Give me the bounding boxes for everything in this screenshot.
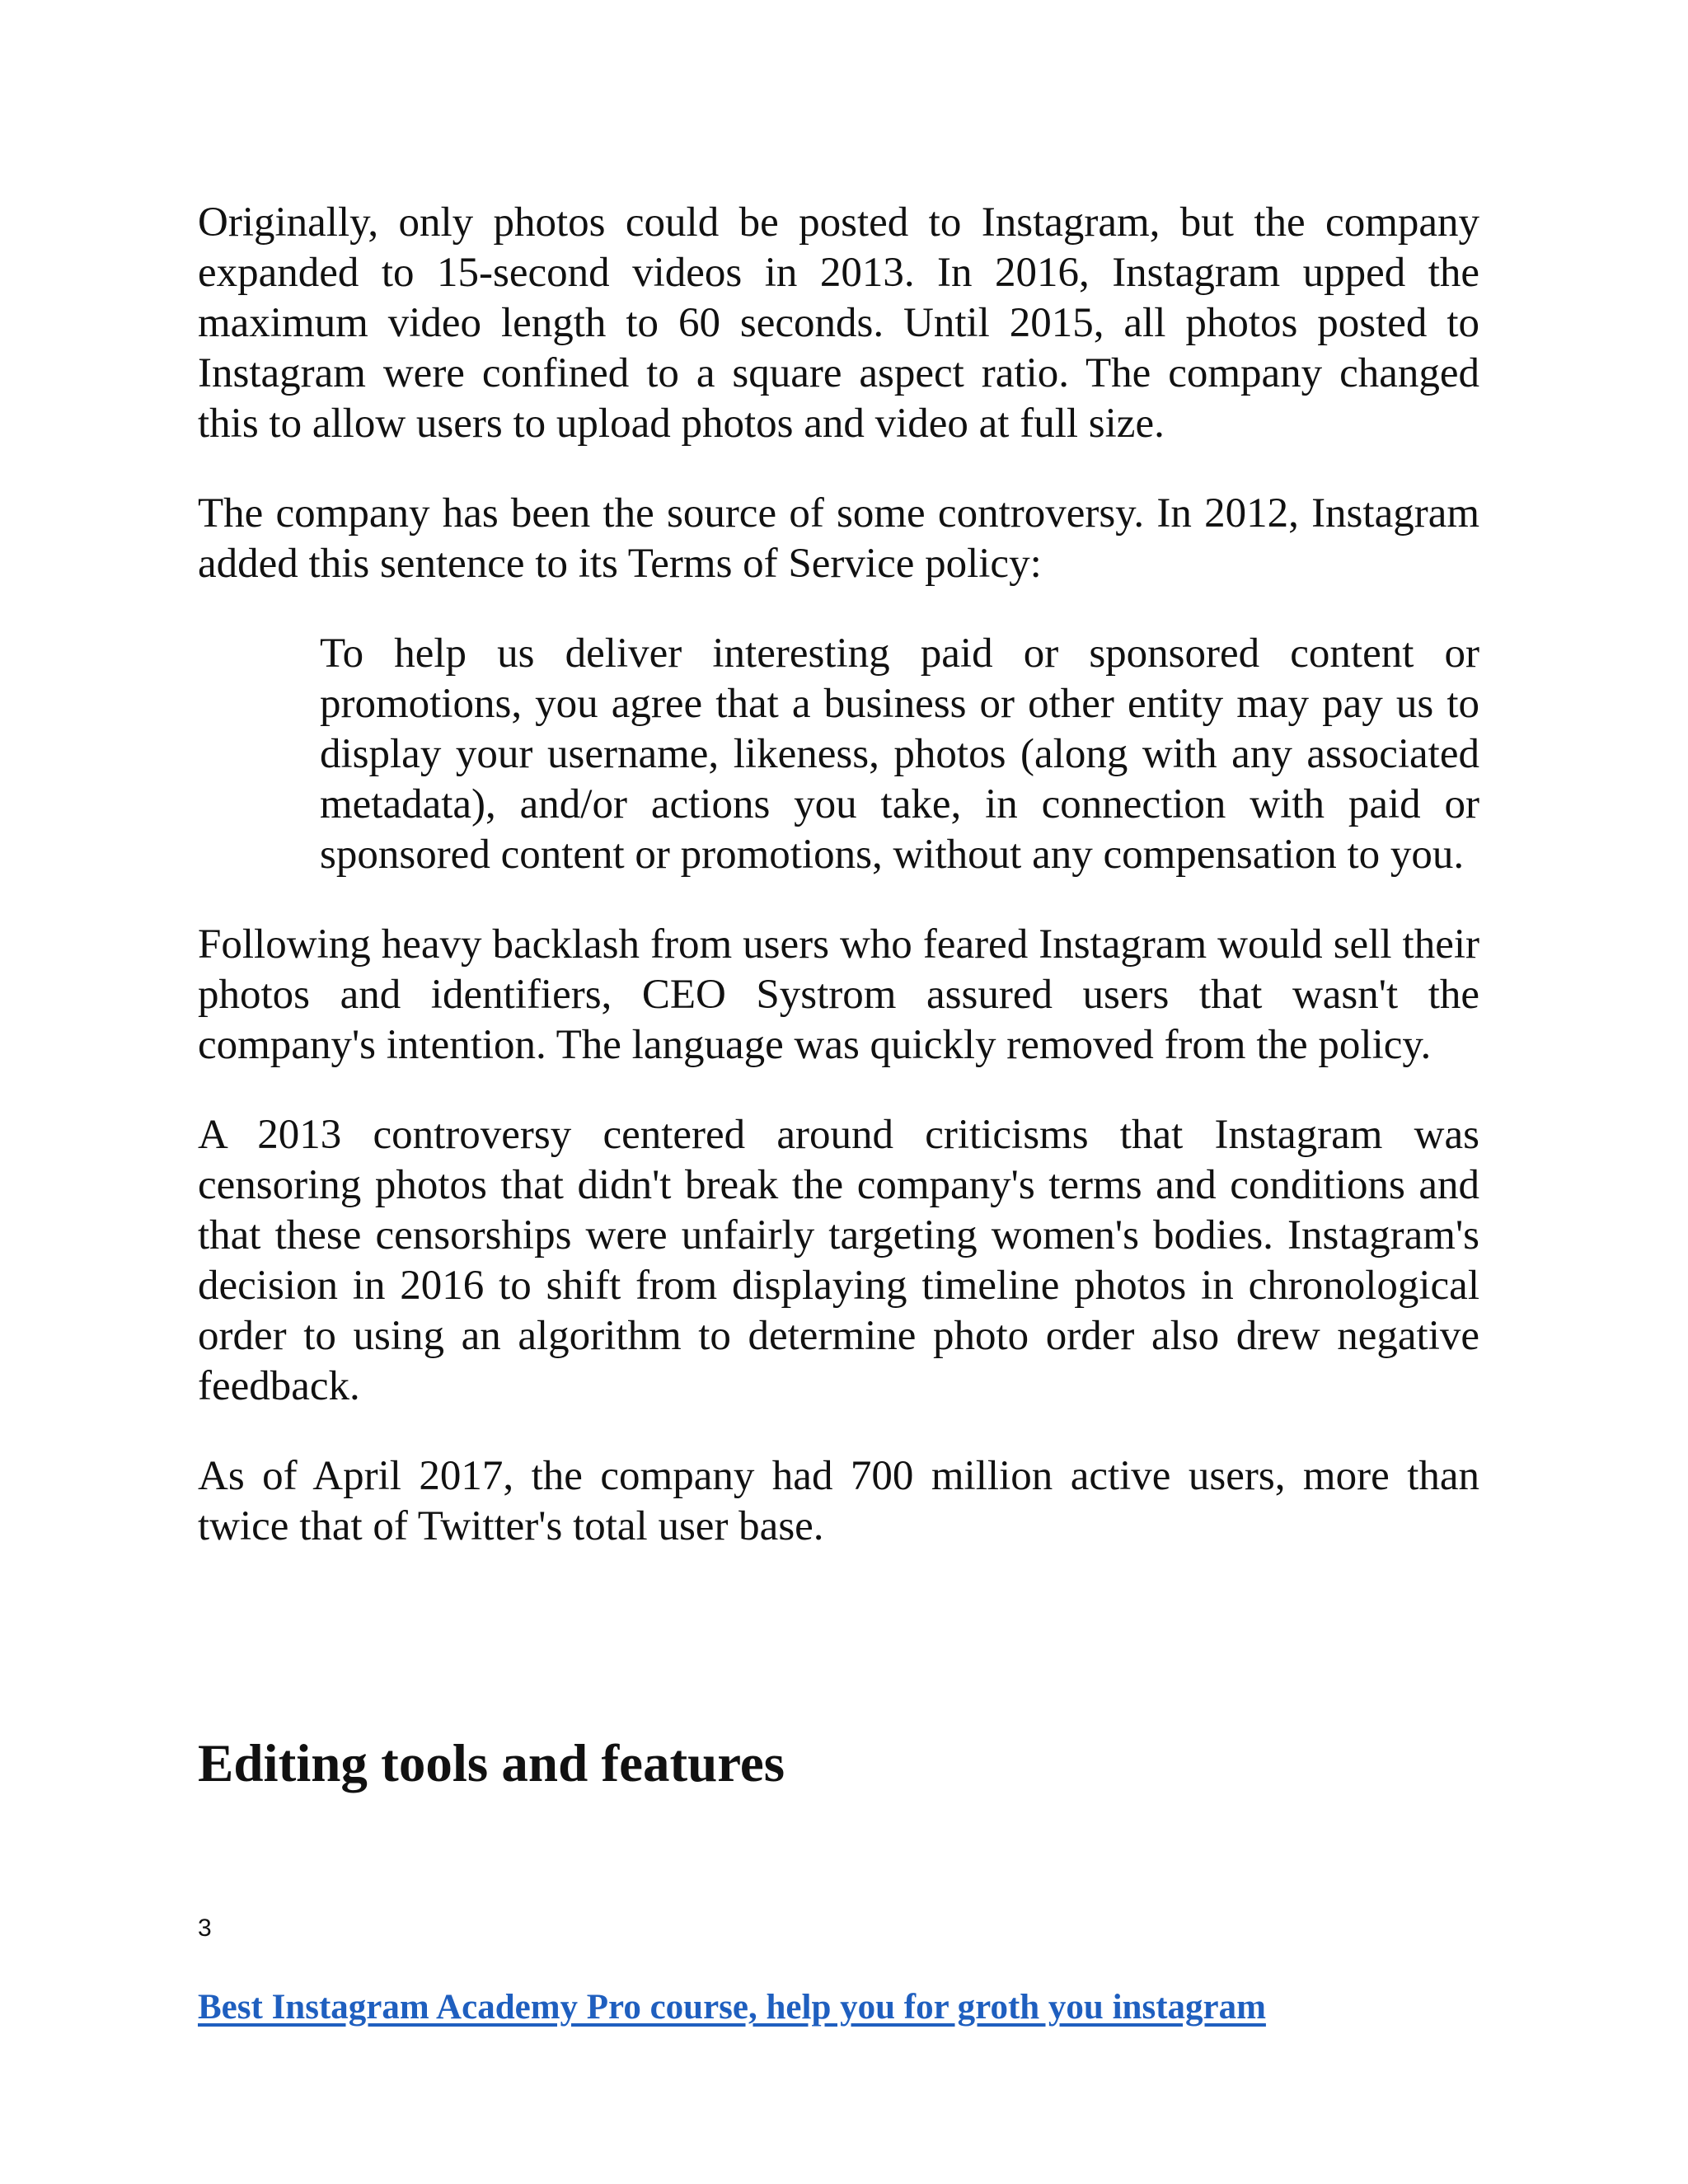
paragraph-controversy-intro: The company has been the source of some controversy. In 2012, Instagram added this sentence to its Terms of Service policy: [198,490,1479,587]
paragraph-backlash: Following heavy backlash from users who feared Instagram would sell their photos and identifiers, CEO Systrom assured users that wasn't the company's intention. The language was quickly removed from the policy. [198,921,1479,1068]
page-number: 3 [198,1915,212,1942]
paragraph-2013-controversy: A 2013 controversy centered around criticisms that Instagram was censoring photos that didn't break the company's terms and conditions and that these censorships were unfairly targeting women's bodies. Instagram's decision in 2016 to shift from displaying timeline photos in chronological order to using an algorithm to determine photo order also drew negative feedback. [198,1112,1479,1409]
footer-course-link[interactable]: Best Instagram Academy Pro course, help you for groth you instagram [198,1988,1266,2027]
section-heading: Editing tools and features [198,1734,785,1793]
paragraph-video-history: Originally, only photos could be posted to Instagram, but the company expanded to 15-second videos in 2013. In 2016, Instagram upped the maximum video length to 60 seconds. Until 2015, all photos posted to Instagram were confined to a square aspect ratio. The company changed this to allow users to upload photos and video at full size. [198,199,1479,447]
body-text [198,198,1479,1591]
paragraph-user-stats: As of April 2017, the company had 700 million active users, more than twice that of Twitter's total user base. [198,1453,1479,1549]
terms-of-service-quote: To help us deliver interesting paid or sponsored content or promotions, you agree that a business or other entity may pay us to display your username, likeness, photos (along with any associated metadata), and/or actions you take, in connection with paid or sponsored content or promotions, without any compensation to you. [320,630,1479,878]
